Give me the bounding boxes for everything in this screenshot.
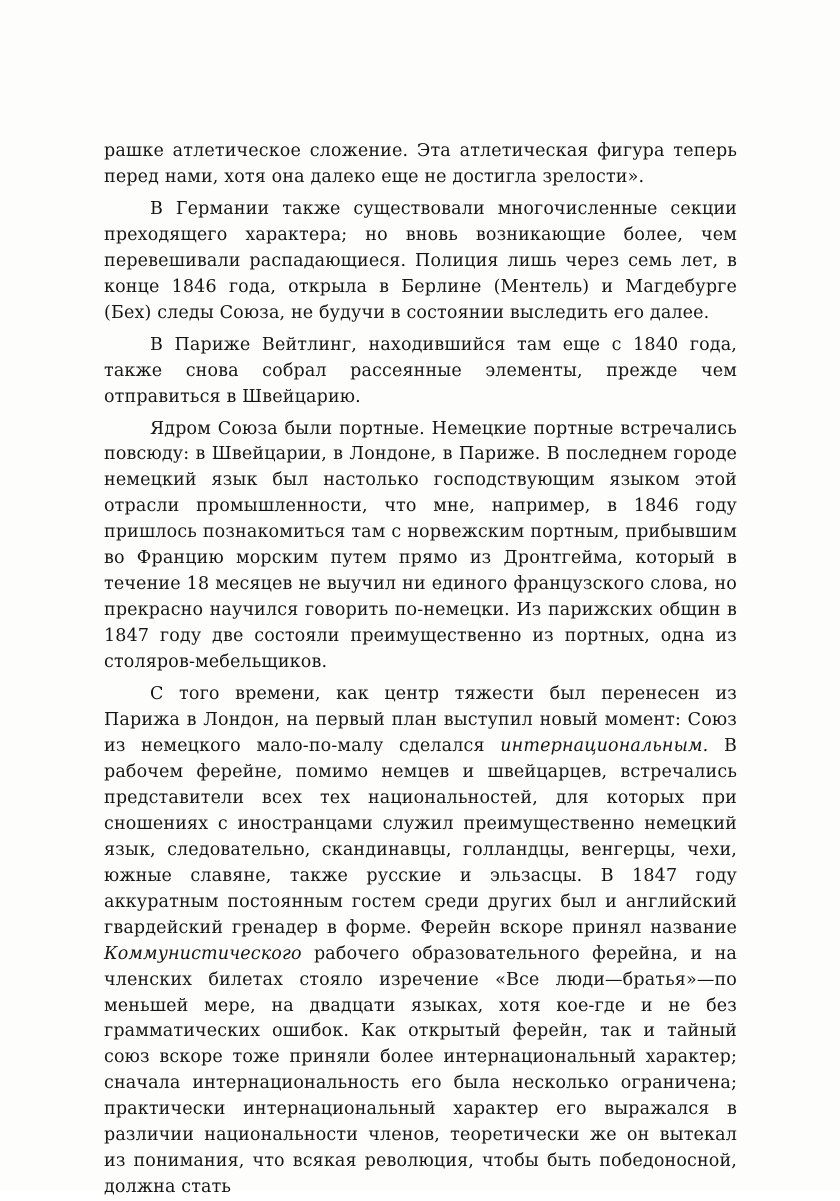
paragraph-5-emphasis-communist: Коммунистического (104, 943, 302, 964)
paragraph-5-emphasis-international: интернациональным. (500, 735, 709, 756)
paragraph-5-text-b: В рабочем ферейне, помимо немцев и швейцарцев, встречались представители всех тех национальностей, для которых при сношениях с иностранцами служил преимущественно немецкий язык, следовательно, скандинавцы, голландцы, венгерцы, чехи, южные славяне, также русские и эльзасцы. В 1847 году аккуратным постоянным гостем среди других был и английский гвардейский гренадер в форме. Ферейн вскоре принял название (104, 735, 737, 938)
paragraph-1-text: рашке атлетическое сложение. Эта атлетическая фигура теперь перед нами, хотя она далеко еще не достигла зрелости». (104, 141, 737, 187)
paragraph-5 (104, 682, 737, 1201)
paragraph-2 (104, 197, 737, 327)
body-text (104, 139, 737, 1201)
paragraph-2-text: В Германии также существовали многочисленные секции преходящего характера; но вновь возникающие более, чем перевешивали распадающиеся. Полиция лишь через семь лет, в конце 1846 года, открыла в Берлине (Ментель) и Магдебурге (Бех) следы Союза, не будучи в состоянии выследить его далее. (104, 198, 737, 323)
paragraph-4-text: Ядром Союза были портные. Немецкие портные встречались повсюду: в Швейцарии, в Лондоне, в Париже. В последнем городе немецкий язык был настолько господствующим языком этой отрасли промышленности, что мне, например, в 1846 году пришлось познакомиться там с норвежским портным, прибывшим во Францию морским путем прямо из Дронтгейма, который в течение 18 месяцев не выучил ни единого французского слова, но прекрасно научился говорить по-немецки. Из парижских общин в 1847 году две состояли преимущественно из портных, одна из столяров-мебельщиков. (104, 418, 737, 673)
paragraph-3 (104, 333, 737, 411)
paragraph-3-text: В Париже Вейтлинг, находившийся там еще с 1840 года, также снова собрал рассеянные элементы, прежде чем отправиться в Швейцарию. (104, 334, 737, 407)
paragraph-5-text-a: С того времени, как центр тяжести был перенесен из Парижа в Лондон, на первый план выступил новый момент: Союз из немецкого мало-по-малу сделался (104, 684, 737, 756)
paragraph-5-text-c: рабочего образовательного ферейна, и на членских билетах стояло изречение «Все люди—братья»—по меньшей мере, на двадцати языках, хотя кое-где и не без грамматических ошибок. Как открытый ферейн, так и тайный союз вскоре тоже приняли более интернациональный характер; сначала интернациональность его была несколько ограничена; практически интернациональный характер его выражался в различии национальности членов, теоретически же он вытекал из понимания, что всякая революция, чтобы быть победоносной, должна стать (104, 943, 737, 1198)
paragraph-4 (104, 417, 737, 677)
paragraph-1 (104, 139, 737, 191)
